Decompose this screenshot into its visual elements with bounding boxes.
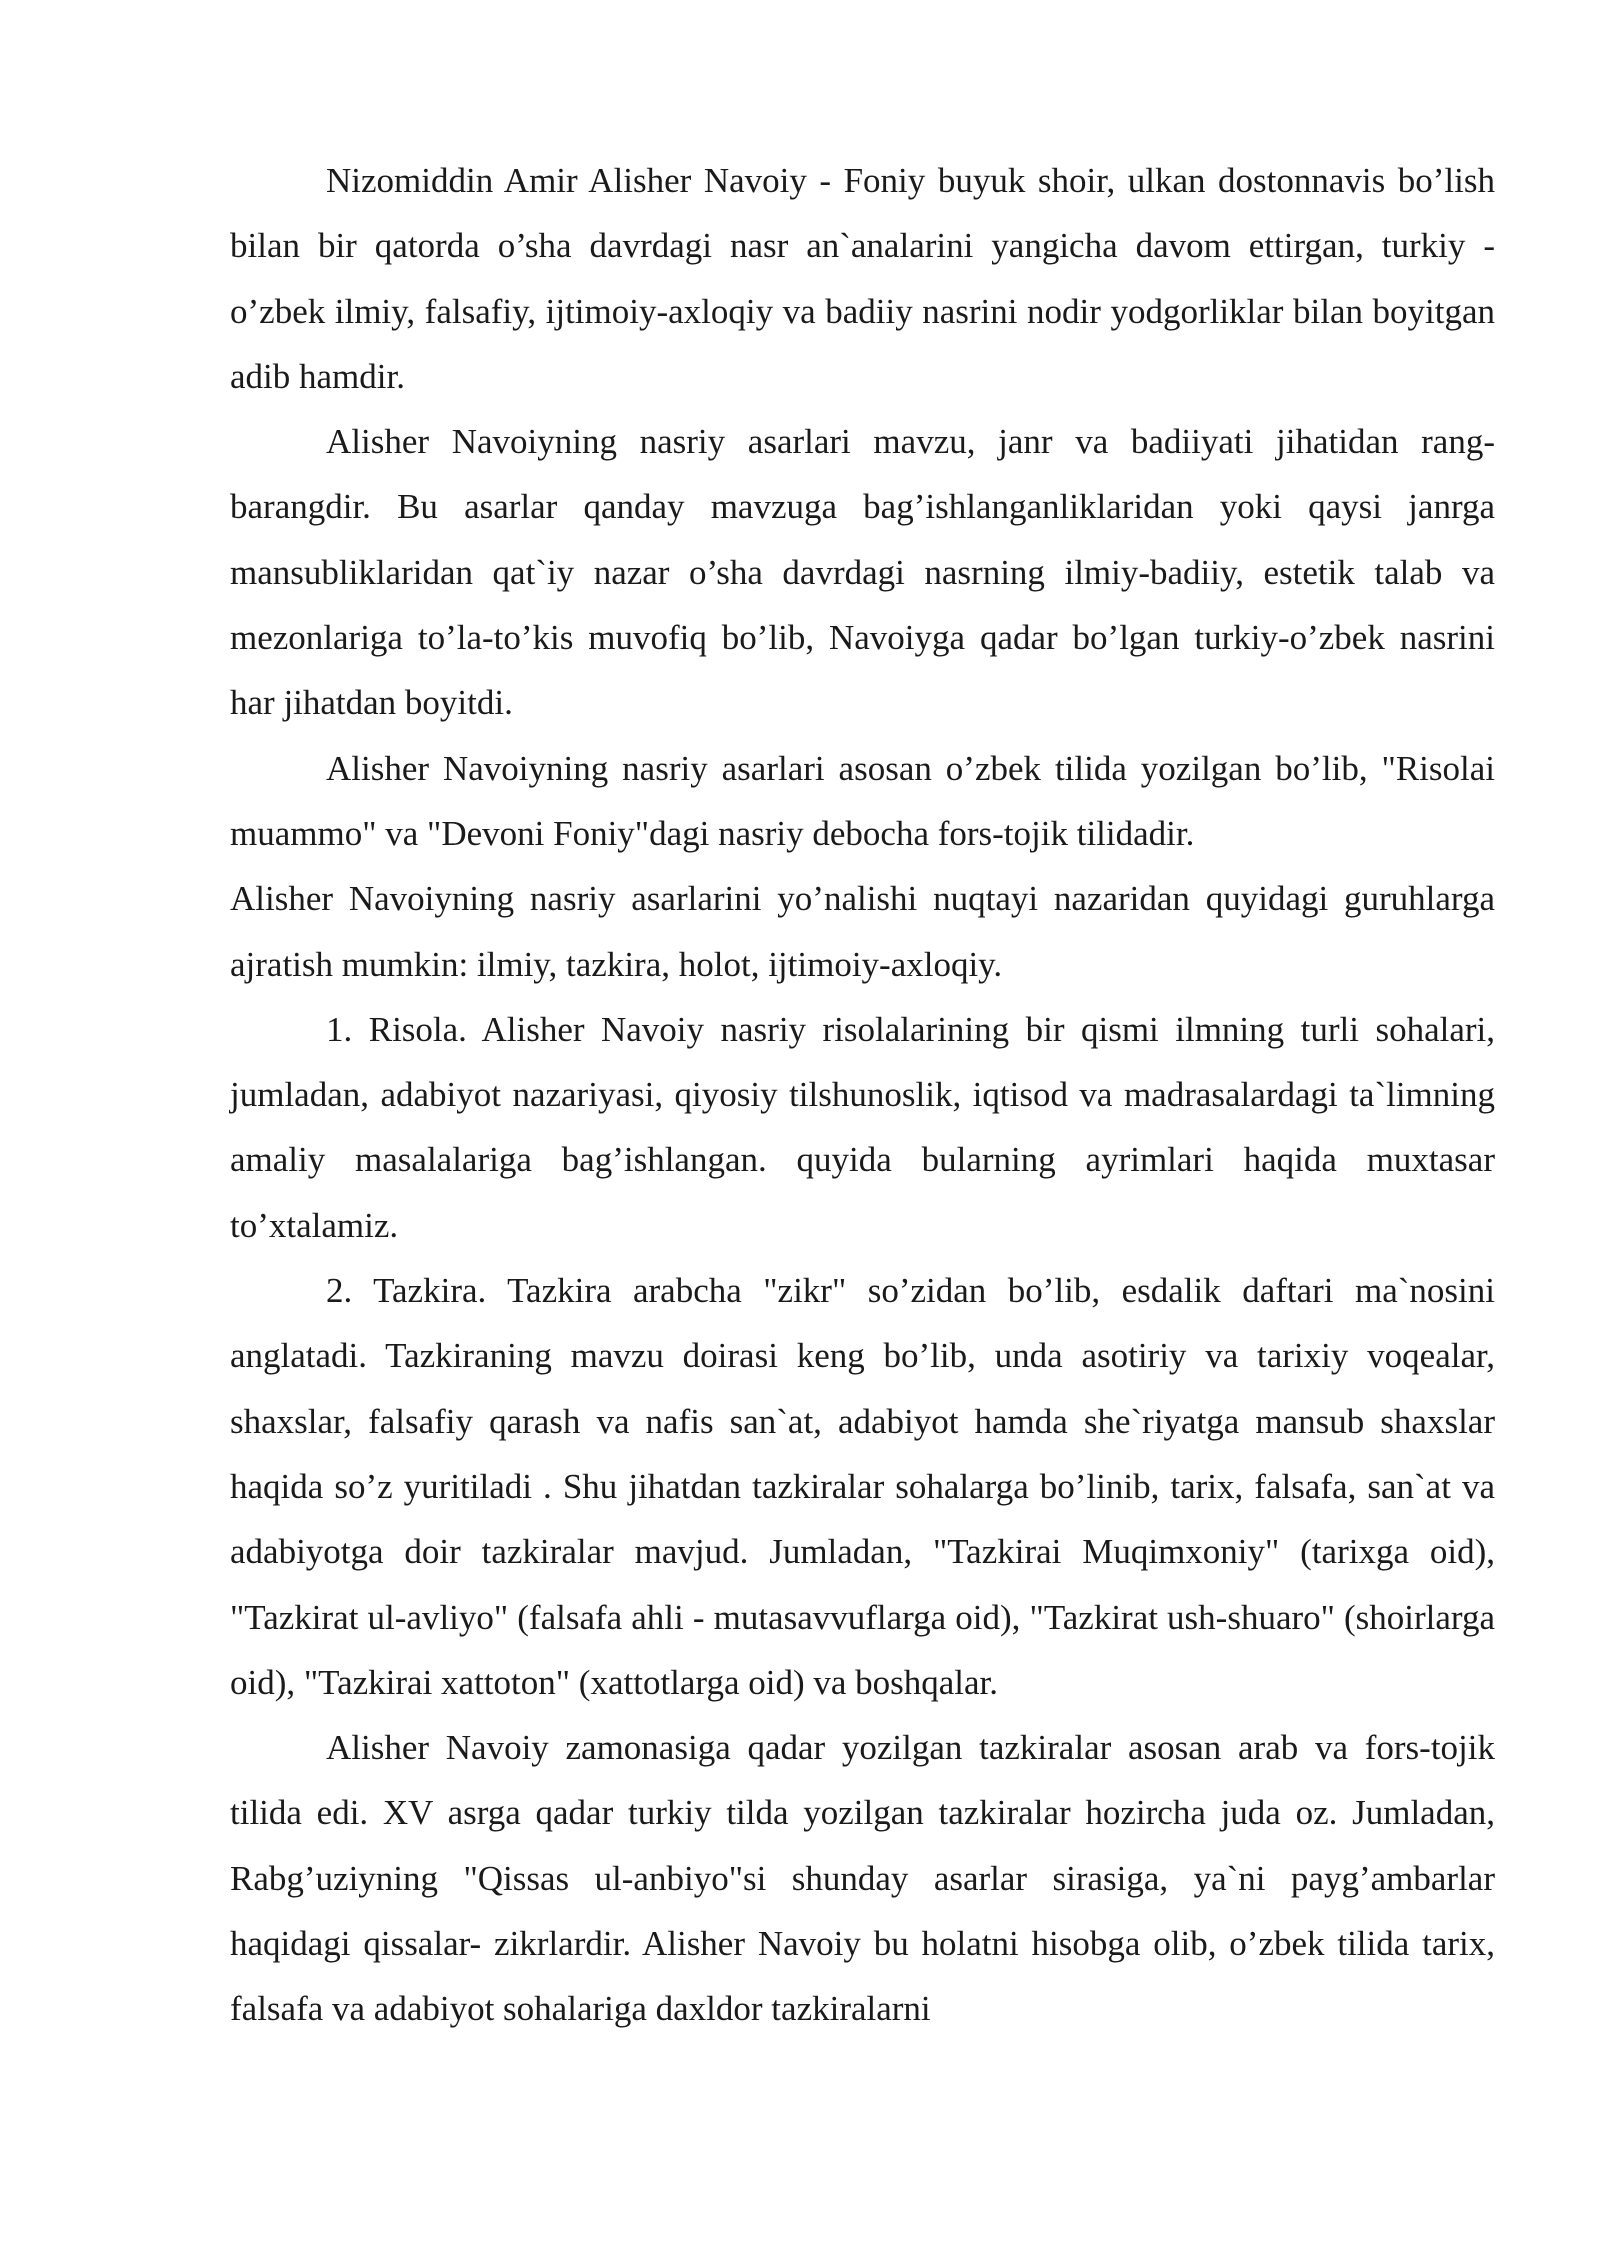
paragraph-1: Nizomiddin Amir Alisher Navoiy - Foniy buyuk shoir, ulkan dostonnavis bo’lish bilan bir qatorda o’sha davrdagi nasr an`analarini yangicha davom ettirgan, turkiy - o’zbek ilmiy, falsafiy, ijtimoiy-axloqiy va badiiy nasrini nodir yodgorliklar bilan boyitgan adib hamdir. bbox=[230, 161, 1495, 396]
paragraph-2: Alisher Navoiyning nasriy asarlari mavzu, janr va badiiyati jihatidan rang-barangdir. Bu asarlar qanday mavzuga bag’ishlanganliklaridan yoki qaysi janrga mansubliklaridan qat`iy nazar o’sha davrdagi nasrning ilmiy-badiiy, estetik talab va mezonlariga to’la-to’kis muvofiq bo’lib, Navoiyga qadar bo’lgan turkiy-o’zbek nasrini har jihatdan boyitdi. bbox=[230, 422, 1495, 723]
paragraph-4: Alisher Navoiyning nasriy asarlarini yo’nalishi nuqtayi nazaridan quyidagi guruhlarga ajratish mumkin: ilmiy, tazkira, holot, ijtimoiy-axloqiy. bbox=[230, 879, 1495, 984]
document-body bbox=[230, 148, 1495, 2042]
paragraph-5: 1. Risola. Alisher Navoiy nasriy risolalarining bir qismi ilmning turli sohalari, jumladan, adabiyot nazariyasi, qiyosiy tilshunoslik, iqtisod va madrasalardagi ta`limning amaliy masalalariga bag’ishlangan. quyida bularning ayrimlari haqida muxtasar to’xtalamiz. bbox=[230, 1009, 1495, 1245]
paragraph-7: Alisher Navoiy zamonasiga qadar yozilgan tazkiralar asosan arab va fors-tojik tilida edi. XV asrga qadar turkiy tilda yozilgan tazkiralar hozircha juda oz. Jumladan, Rabg’uziyning "Qissas ul-anbiyo"si shunday asarlar sirasiga, ya`ni payg’ambarlar haqidagi qissalar- zikrlardir. Alisher Navoiy bu holatni hisobga olib, o’zbek tilida tarix, falsafa va adabiyot sohalariga daxldor tazkiralarni bbox=[230, 1728, 1495, 2029]
paragraph-3: Alisher Navoiyning nasriy asarlari asosan o’zbek tilida yozilgan bo’lib, "Risolai muammo" va "Devoni Foniy"dagi nasriy debocha fors-tojik tilidadir. bbox=[230, 748, 1495, 853]
paragraph-6: 2. Tazkira. Tazkira arabcha "zikr" so’zidan bo’lib, esdalik daftari ma`nosini anglatadi. Tazkiraning mavzu doirasi keng bo’lib, unda asotiriy va tarixiy voqealar, shaxslar, falsafiy qarash va nafis san`at, adabiyot hamda she`riyatga mansub shaxslar haqida so’z yuritiladi . Shu jihatdan tazkiralar sohalarga bo’linib, tarix, falsafa, san`at va adabiyotga doir tazkiralar mavjud. Jumladan, "Tazkirai Muqimxoniy" (tarixga oid), "Tazkirat ul-avliyo" (falsafa ahli - mutasavvuflarga oid), "Tazkirat ush-shuaro" (shoirlarga oid), "Tazkirai xattoton" (xattotlarga oid) va boshqalar. bbox=[230, 1271, 1495, 1702]
